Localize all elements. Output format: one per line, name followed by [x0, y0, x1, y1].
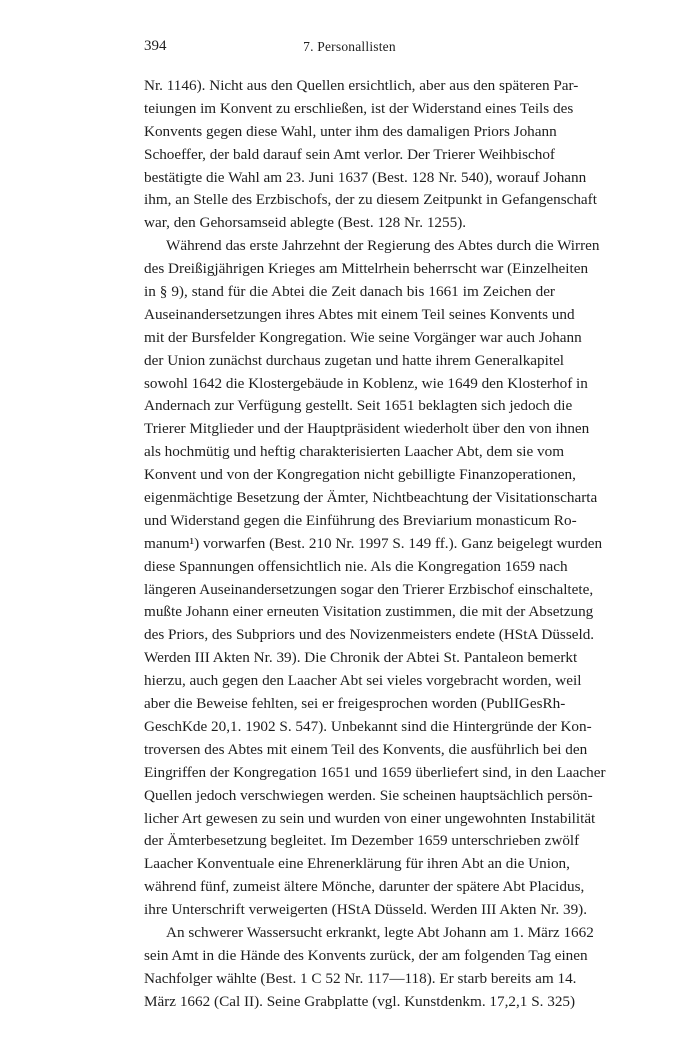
text-line: Nachfolger wählte (Best. 1 C 52 Nr. 117—118). Er starb bereits am 14. — [144, 969, 577, 987]
page-number: 394 — [144, 38, 167, 54]
text-line: Andernach zur Verfügung gestellt. Seit 1651 beklagten sich jedoch die — [144, 397, 573, 415]
text-line: in § 9), stand für die Abtei die Zeit danach bis 1661 im Zeichen der — [144, 283, 555, 301]
text-line: der Ämterbesetzung begleitet. Im Dezember 1659 unterschrieben zwölf — [144, 832, 580, 850]
text-line: des Priors, des Subpriors und des Novizenmeisters endete (HStA Düsseld. — [144, 626, 595, 644]
text-line: Werden III Akten Nr. 39). Die Chronik der Abtei St. Pantaleon bemerkt — [144, 649, 578, 667]
text-line: als hochmütig und heftig charakterisierten Laacher Abt, dem sie vom — [144, 443, 565, 461]
text-line: Auseinandersetzungen ihres Abtes mit einem Teil seines Konvents und — [144, 305, 575, 323]
text-line: Eingriffen der Kongregation 1651 und 1659 überliefert sind, in den Laacher — [144, 763, 606, 781]
text-line: An schwerer Wassersucht erkrankt, legte Abt Johann am 1. März 1662 — [166, 923, 594, 941]
text-line: mußte Johann einer erneuten Visitation zustimmen, die mit der Absetzung — [144, 603, 594, 621]
text-line: Laacher Konventuale eine Ehrenerklärung für ihren Abt an die Union, — [144, 855, 570, 873]
text-line: sein Amt in die Hände des Konvents zurück, der am folgenden Tag einen — [144, 946, 588, 964]
text-line: des Dreißigjährigen Krieges am Mittelrhein beherrscht war (Einzelheiten — [144, 260, 589, 278]
text-line: der Union zunächst durchaus zugetan und hatte ihrem Generalkapitel — [144, 351, 565, 369]
text-line: eigenmächtige Besetzung der Ämter, Nichtbeachtung der Visitationscharta — [144, 489, 598, 507]
text-line: diese Spannungen offensichtlich nie. Als die Kongregation 1659 nach — [144, 557, 568, 575]
text-line: manum¹) vorwarfen (Best. 210 Nr. 1997 S. 149 ff.). Ganz beigelegt wurden — [144, 534, 603, 552]
text-line: war, den Gehorsamseid ablegte (Best. 128 Nr. 1255). — [144, 214, 467, 232]
text-line: bestätigte die Wahl am 23. Juni 1637 (Best. 128 Nr. 540), worauf Johann — [144, 168, 587, 186]
text-line: teiungen im Konvent zu erschließen, ist der Widerstand eines Teils des — [144, 99, 574, 117]
text-line: und Widerstand gegen die Einführung des Breviarium monasticum Ro- — [144, 511, 577, 529]
text-line: März 1662 (Cal II). Seine Grabplatte (vgl. Kunstdenkm. 17,2,1 S. 325) — [144, 992, 576, 1010]
text-line: Nr. 1146). Nicht aus den Quellen ersichtlich, aber aus den späteren Par- — [144, 77, 579, 94]
running-title: 7. Personallisten — [303, 39, 396, 54]
text-line: mit der Bursfelder Kongregation. Wie seine Vorgänger war auch Johann — [144, 328, 582, 346]
text-line: ihm, an Stelle des Erzbischofs, der zu diesem Zeitpunkt in Gefangenschaft — [144, 191, 597, 209]
page-header — [144, 38, 555, 58]
text-line: Quellen jedoch verschwiegen werden. Sie scheinen hauptsächlich persön- — [144, 786, 593, 804]
text-line: längeren Auseinandersetzungen sogar den Trierer Erzbischof einschaltete, — [144, 580, 594, 598]
text-line: GeschKde 20,1. 1902 S. 547). Unbekannt sind die Hintergründe der Kon- — [144, 717, 592, 735]
text-line: während fünf, zumeist ältere Mönche, darunter der spätere Abt Placidus, — [144, 878, 585, 896]
body-text — [144, 75, 606, 1014]
text-line: ihre Unterschrift verweigerten (HStA Düsseld. Werden III Akten Nr. 39). — [144, 901, 588, 919]
text-line: Schoeffer, der bald darauf sein Amt verlor. Der Trierer Weihbischof — [144, 145, 555, 163]
text-line: troversen des Abtes mit einem Teil des Konvents, die ausführlich bei den — [144, 740, 588, 758]
text-line: Während das erste Jahrzehnt der Regierung des Abtes durch die Wirren — [166, 237, 600, 255]
text-line: aber die Beweise fehlten, sei er freigesprochen worden (PublIGesRh- — [144, 695, 566, 713]
text-line: sowohl 1642 die Klostergebäude in Koblenz, wie 1649 den Klosterhof in — [144, 374, 588, 392]
text-line: licher Art gewesen zu sein und wurden von einer ungewohnten Instabilität — [144, 809, 596, 827]
text-line: Konvent und von der Kongregation nicht gebilligte Finanzoperationen, — [144, 466, 576, 484]
text-line: Konvents gegen diese Wahl, unter ihm des damaligen Priors Johann — [144, 122, 557, 140]
text-line: Trierer Mitglieder und der Hauptpräsident wiederholt über den von ihnen — [144, 420, 590, 438]
text-line: hierzu, auch gegen den Laacher Abt sei vieles vorgebracht worden, weil — [144, 672, 582, 690]
